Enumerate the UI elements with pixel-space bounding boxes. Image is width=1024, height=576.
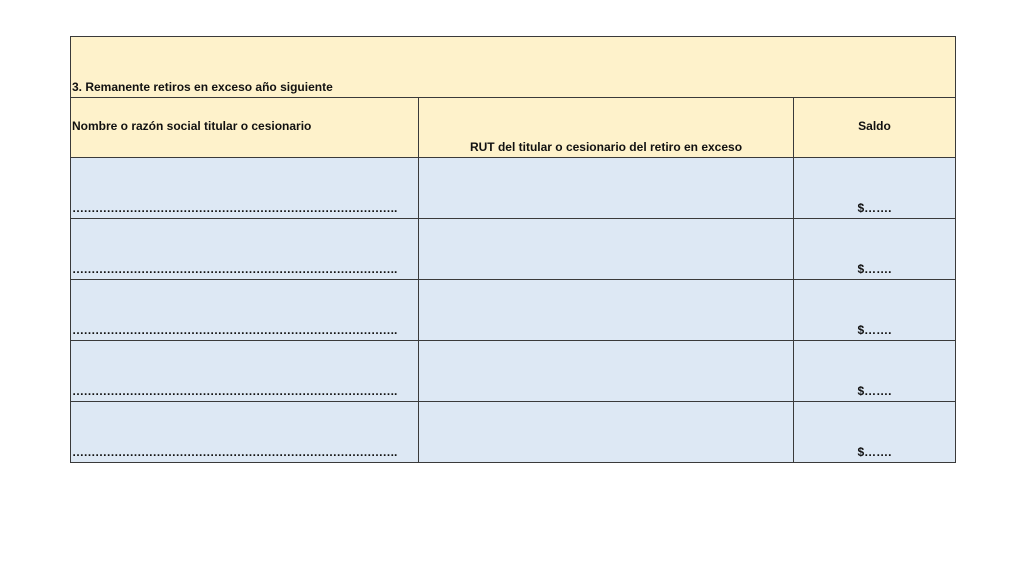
table-row xyxy=(71,341,956,402)
name-cell[interactable]: …………………………………………………………………………. xyxy=(71,219,419,280)
saldo-cell[interactable]: $……. xyxy=(794,280,956,341)
name-cell[interactable]: …………………………………………………………………………. xyxy=(71,341,419,402)
column-header-name: Nombre o razón social titular o cesionario xyxy=(71,98,419,158)
column-header-saldo: Saldo xyxy=(794,98,956,158)
saldo-cell[interactable]: $……. xyxy=(794,219,956,280)
name-cell[interactable]: …………………………………………………………………………. xyxy=(71,402,419,463)
table-row xyxy=(71,280,956,341)
saldo-cell[interactable]: $……. xyxy=(794,402,956,463)
retiros-exceso-table xyxy=(70,36,956,463)
rut-cell[interactable] xyxy=(419,402,794,463)
section-title: 3. Remanente retiros en exceso año siguiente xyxy=(71,37,956,98)
name-cell[interactable]: …………………………………………………………………………. xyxy=(71,158,419,219)
table-row xyxy=(71,219,956,280)
section-title-row xyxy=(71,37,956,98)
column-header-rut: RUT del titular o cesionario del retiro en exceso xyxy=(419,98,794,158)
name-cell[interactable]: …………………………………………………………………………. xyxy=(71,280,419,341)
header-row xyxy=(71,98,956,158)
rut-cell[interactable] xyxy=(419,280,794,341)
saldo-cell[interactable]: $……. xyxy=(794,158,956,219)
rut-cell[interactable] xyxy=(419,158,794,219)
table-row xyxy=(71,402,956,463)
rut-cell[interactable] xyxy=(419,341,794,402)
table-row xyxy=(71,158,956,219)
saldo-cell[interactable]: $……. xyxy=(794,341,956,402)
rut-cell[interactable] xyxy=(419,219,794,280)
